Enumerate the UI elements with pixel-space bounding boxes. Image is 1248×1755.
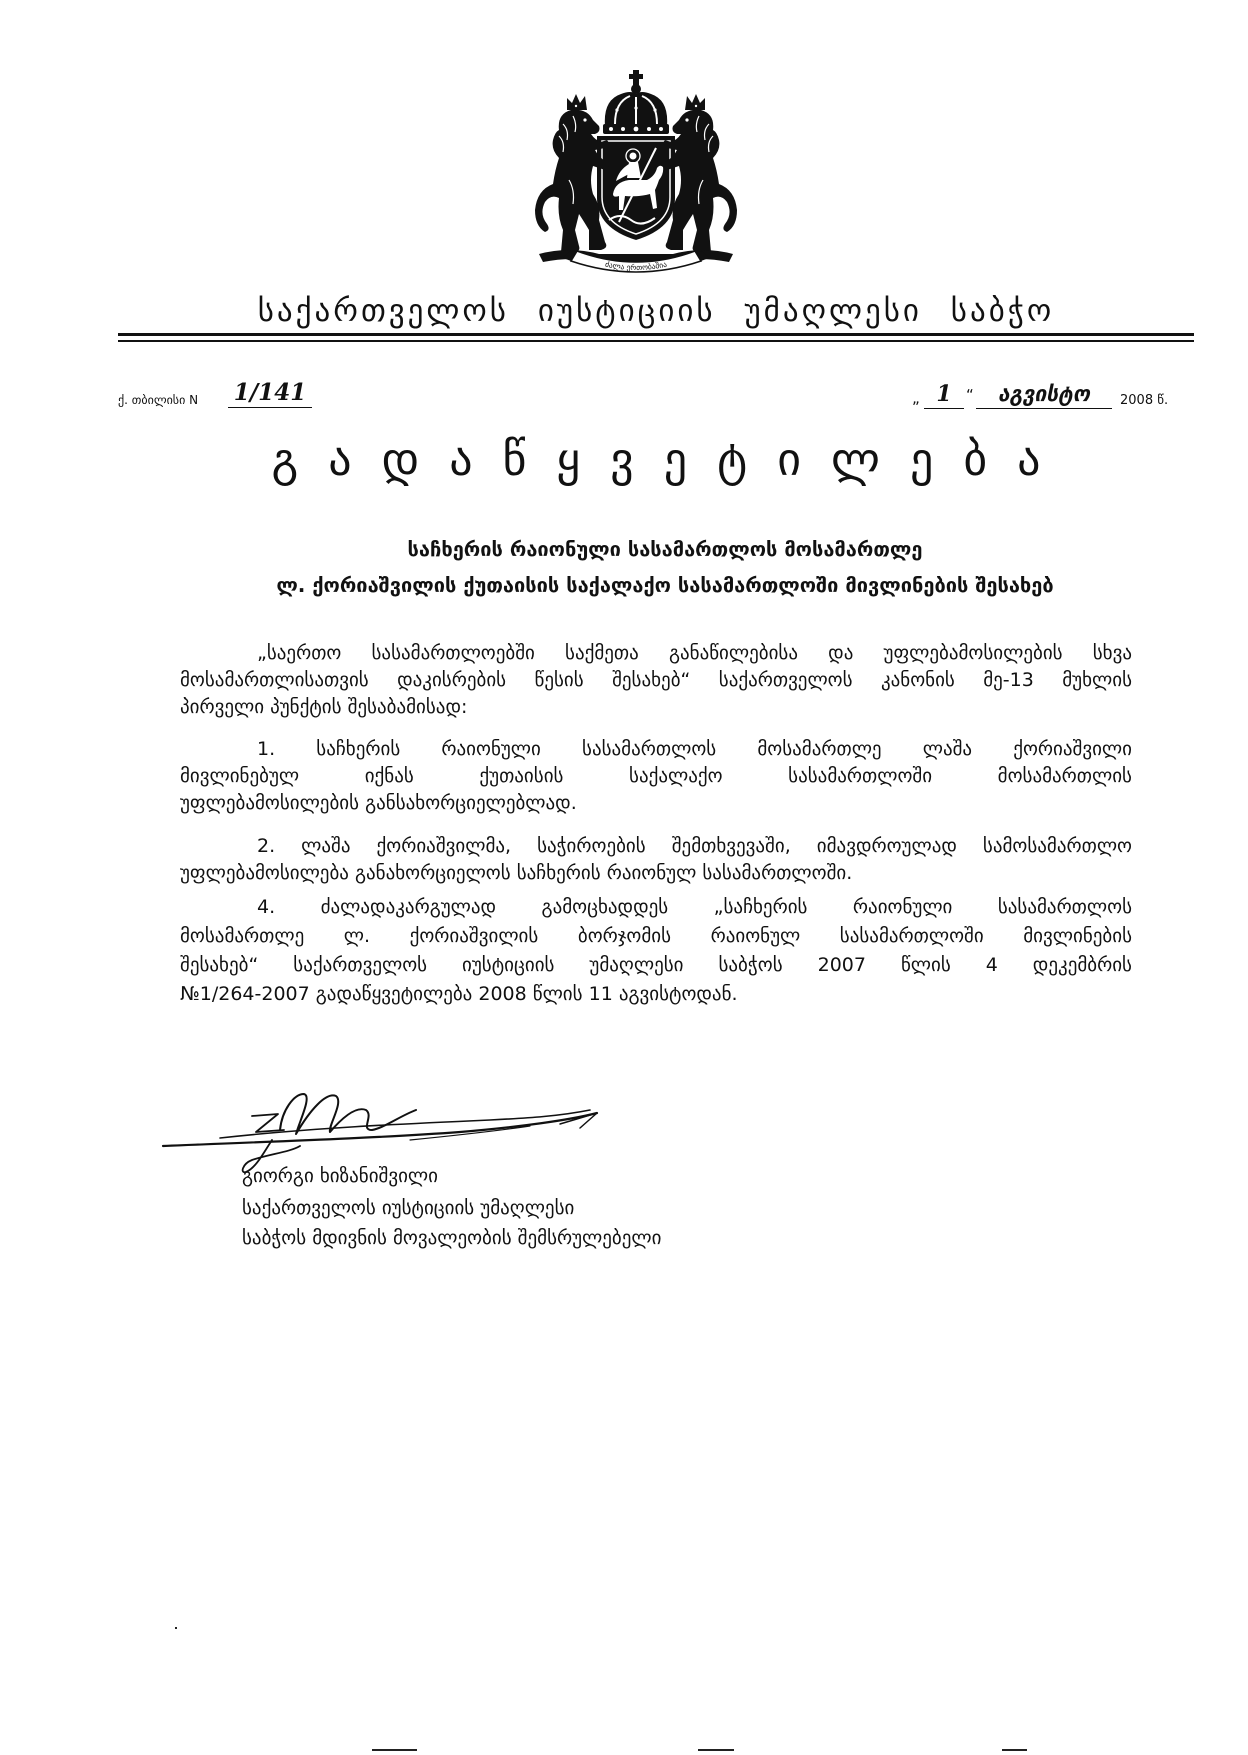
scan-artifact: [1002, 1749, 1027, 1751]
coat-of-arms: [529, 70, 743, 282]
intro-line: პირველი პუნქტის შესაბამისად:: [180, 696, 468, 718]
date-year: 2008 წ.: [1120, 393, 1169, 408]
scan-artifact: [698, 1749, 734, 1751]
motto-text: ძალა ერთობაშია: [604, 259, 668, 273]
header-rule-thick: [118, 333, 1194, 336]
item-4-line: 4. ძალადაკარგულად გამოცხადდეს „საჩხერის რაიონული სასამართლოს: [257, 896, 1132, 918]
document-title: გადაწყვეტილება: [271, 432, 1071, 486]
place-label: ქ. თბილისი N: [118, 393, 199, 407]
item-4-line: მოსამართლე ლ. ქორიაშვილის ბორჯომის რაიონულ სასამართლოში მივლინების: [180, 925, 1132, 947]
intro-line: მოსამართლისათვის დაკისრების წესის შესახებ“ საქართველოს კანონის მე-13 მუხლის: [180, 669, 1132, 691]
item-4-line: შესახებ“ საქართველოს იუსტიციის უმაღლესი საბჭოს 2007 წლის 4 დეკემბრის: [180, 954, 1132, 976]
date-close-quote: “: [966, 386, 974, 404]
item-1-line: 1. საჩხერის რაიონული სასამართლოს მოსამართლე ლაშა ქორიაშვილი: [257, 738, 1132, 760]
item-2-line: უფლებამოსილება განახორციელოს საჩხერის რაიონულ სასამართლოში.: [180, 862, 853, 884]
subject-line-2: ლ. ქორიაშვილის ქუთაისის საქალაქო სასამართლოში მივლინების შესახებ: [276, 573, 1054, 597]
crown-emblem: [603, 70, 669, 134]
header-rule-thin: [118, 340, 1194, 342]
signatory-name: გიორგი ხიზანიშვილი: [242, 1165, 438, 1187]
date-month: აგვისტო: [976, 380, 1112, 409]
item-4-line: №1/264-2007 გადაწყვეტილება 2008 წლის 11 აგვისტოდან.: [180, 983, 738, 1005]
shield-emblem: [597, 136, 675, 240]
scan-artifact: [175, 1627, 177, 1629]
date-open-quote: „: [912, 389, 920, 407]
item-1-line: უფლებამოსილების განსახორციელებლად.: [180, 792, 577, 814]
signatory-position-line-1: საქართველოს იუსტიციის უმაღლესი: [242, 1197, 575, 1219]
institution-header: საქართველოს იუსტიციის უმაღლესი საბჭო: [257, 293, 1055, 329]
item-2-line: 2. ლაშა ქორიაშვილმა, საჭიროების შემთხვევაში, იმავდროულად სამოსამართლო: [257, 835, 1132, 857]
scan-artifact: [372, 1749, 417, 1751]
item-1-line: მივლინებულ იქნას ქუთაისის საქალაქო სასამართლოში მოსამართლის: [180, 765, 1132, 787]
date-day: 1: [924, 380, 964, 409]
decision-number: 1/141: [228, 378, 312, 408]
signatory-position-line-2: საბჭოს მდივნის მოვალეობის შემსრულებელი: [242, 1227, 662, 1249]
subject-line-1: საჩხერის რაიონული სასამართლოს მოსამართლე: [407, 537, 923, 561]
intro-line: „საერთო სასამართლოებში საქმეთა განაწილებისა და უფლებამოსილების სხვა: [257, 642, 1132, 664]
